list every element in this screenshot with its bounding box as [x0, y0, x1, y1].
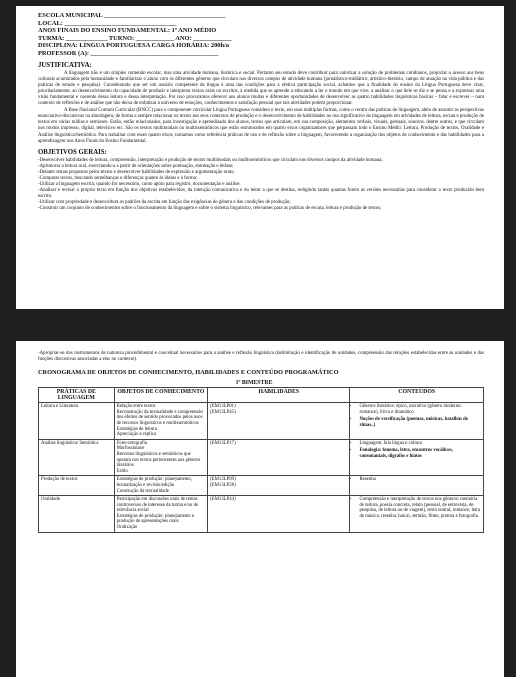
practice-cell: Produção de textos — [39, 476, 115, 496]
content-item: • Linguagem, fala língua e cultura — [359, 441, 481, 447]
column-header: PRÁTICAS DE LINGUAGEM — [39, 388, 115, 403]
content-list — [352, 441, 481, 460]
bimester-row — [39, 379, 484, 388]
table-header-row — [39, 388, 484, 403]
table-row — [39, 403, 484, 440]
content-item: • Resenha — [359, 477, 481, 483]
objects-cell — [114, 403, 207, 440]
knowledge-object: Recursos linguísticos e semióticos que operam nos textos pertencentes aos gêneros literários — [116, 451, 201, 469]
table-row — [39, 439, 484, 476]
header-line: LOCAL: ___________________________________ — [38, 19, 177, 27]
knowledge-object: Estratégias de produção: planejamento e produção de apresentações orais — [116, 513, 195, 525]
objective-item: -Construir um conjunto de conhecimentos sobre o funcionamento da linguagem e sobre o sistema linguístico, relevantes para as práticas de escuta, leitura e produção de textos; — [38, 206, 382, 212]
schedule-table — [38, 379, 484, 532]
skills-cell — [208, 439, 350, 476]
document-page-1 — [16, 6, 504, 309]
practice-cell: Oralidade — [39, 496, 115, 533]
content-item: • Compreensão e interpretação de textos nos gêneros: memória de leitura, poesia concreta, relato (pessoal, de entrevista, de pesquisa, de leitura ou de viagem), texto teatral, romance, letra de música, resenha, haicai, sermão, filme, pintura e fotografia — [359, 497, 481, 519]
justification-paragraph: A linguagem não é um simples conteúdo escolar, mas uma atividade humana, histórica e social. Portanto seu estudo deve contribuir para valorizar a solução de problemas cotidianos, propiciar o acesso aos bens culturais acumulados pela humanidade e familiarizar o aluno com os diferentes gêneros que circulam nos diversos campos de atividade humana (jornalístico-midiático, artístico-literário, campo de atuação na vida pública e das práticas de estudo e pesquisa). Considerando que ser um usuário competente da língua é uma das condições para a efetiva participação social, achamos que a finalidade do ensino da Língua Portuguesa deve visar, prioritariamente, ao desenvolvimento da capacidade de produzir e interpretar textos orais ou escritos, à medida que se aprende a educando a ler o mundo em que vive, a analisar o que dele se diz e se pensa e a expressar uma visão fundamental e coerente dessa leitura e dessa interpretação. Por isso procuramos oferecer aos alunos muitas e diferentes oportunidades de desenvolver as quatro habilidades linguísticas básicas – falar e escrever – num contexto de reflexões e de análise que não deixa de enfatizar a universo de emoções, conhecimentos e satisfação pessoal que tais atividades podem proporcionar. — [38, 70, 484, 107]
skill-code: (EM13LP44) — [210, 497, 236, 503]
knowledge-object: Relação entre textos — [116, 404, 156, 410]
skills-cell — [208, 496, 350, 533]
objects-cell — [114, 496, 207, 533]
objectives-heading: OBJETIVOS GERAIS: — [38, 148, 107, 156]
knowledge-object: Construção da textualidade — [116, 488, 169, 494]
knowledge-object: Fono-ortografia — [116, 440, 148, 446]
skill-code: (EM13LP09) — [210, 477, 236, 483]
justification-heading: JUSTIFICATIVA: — [38, 61, 92, 69]
objects-cell — [114, 439, 207, 476]
objective-item: -Comparar textos, buscando semelhanças e diferenças quanto às ideias e à forma; — [38, 175, 198, 181]
objective-item: -Analisar e revisar o próprio texto em função dos objetivos estabelecidos, da intenção comunicativa e do leitor a que se destina, redigindo tantas quantas forem as versões necessárias para considerar o texto produzido bem escrito. — [38, 188, 484, 200]
knowledge-object: Morfossintaxe — [116, 446, 145, 452]
knowledge-object: Oralização — [116, 525, 138, 531]
header-line: PROFESSOR (A): ________________________________________ — [38, 49, 219, 57]
objectives-list — [38, 158, 484, 213]
skills-cell — [208, 403, 350, 440]
schedule-title: CRONOGRAMA DE OBJETOS DE CONHECIMENTO, HABILIDADES E CONTEÚDO PROGRAMÁTICO — [38, 369, 339, 377]
knowledge-object: Estratégias de leitura — [116, 426, 157, 432]
knowledge-object: Apreciação e réplica — [116, 432, 157, 438]
knowledge-object: Reconstrução da textualidade e compreensão dos efeitos de sentido provocados pelos usos de recursos linguísticos e multissemióticos — [116, 409, 203, 426]
content-cell — [350, 496, 484, 533]
bimester-label: 1º BIMESTRE — [235, 380, 273, 387]
content-item: • Fonologia: fonema, letra, encontros vocálicos, consonantais, dígrafos e hiatos — [359, 448, 481, 459]
table-row — [39, 496, 484, 533]
objective-item: -Desenvolver habilidades de leitura, compreensão, interpretação e produção de textos multimodais ou multissemióticos que circulam nos diversos campos da atividade humana; — [38, 157, 383, 163]
practice-cell: Leitura e Literatura — [39, 403, 115, 440]
objective-item: -Utilizar a linguagem escrita, quando for necessário, como apoio para registro, documentação e análise; — [38, 182, 241, 188]
header-line: DISCIPLINA: LÍNGUA PORTUGUESA CARGA HORÁRIA: 200h/a — [38, 42, 229, 50]
header-block — [38, 12, 484, 58]
content-cell — [350, 439, 484, 476]
header-line: TURMA: _____________ TURNO: ____________ ANO: ____________ — [38, 34, 232, 42]
content-list — [352, 404, 481, 428]
content-item: • Noções de versificação (poemas, músicas, batalhas de rimas..) — [359, 417, 481, 428]
content-list — [352, 477, 481, 483]
header-line: ESCOLA MUNICIPAL ______________________________________ — [38, 12, 226, 19]
skill-code: (EM13LP45) — [210, 409, 236, 415]
objective-item: -Aprimorar a leitura oral, exercitando-a a partir de orientações sobre pontuação, entonação e ênfase; — [38, 163, 234, 169]
content-cell — [350, 476, 484, 496]
skill-code: (EM13LP01) — [210, 404, 236, 410]
knowledge-object: Estilo — [116, 468, 128, 474]
column-header: CONTEÚDOS — [350, 388, 484, 403]
content-cell — [350, 403, 484, 440]
skill-code: (EM13LP28) — [210, 482, 236, 488]
skills-cell — [208, 476, 350, 496]
table-body — [39, 403, 484, 532]
column-header: OBJETOS DE CONHECIMENTO — [114, 388, 207, 403]
justification-paragraph: A Base Nacional Comum Curricular (BNCC) para o componente curricular Língua Portuguesa considera o texto, em suas múltiplas formas, como o centro das práticas de linguagem, além de assumir as perspectivas enunciativo-discursivas na abordagem, de forma a sempre relacionar os textos aos seus contextos de produção e o desenvolvimento de habilidades ao uso significativo da linguagem em atividades de leitura, escuta e produção de textos em várias mídias e semioses. Estão, então relacionados, para investigação e aprendizado dos alunos, textos que articulam, em sua composição, elementos verbais, visuais, gestuais, sonoros, dentre outros, e que circulam nos modos impresso, digital, televisivo etc. São os textos multimodais ou multissemióticos que estão estruturados em quatro eixos organizadores que perpassam todo o Ensino Médio: Leitura, Produção de textos, Oralidade e Análise linguística/Semiótica. Para trabalhar com esses quatro eixos, tomamos como referência práticas de uso e de reflexão sobre a linguagem, favorecendo a organização dos objetos de conhecimento e das habilidades para a aprendizagem nos Anos Finais do Ensino Fundamental. — [38, 108, 484, 144]
objective-item: -Debater temas propostos pelos textos e desenvolver habilidades de expressão e argumentação orais; — [38, 169, 235, 175]
knowledge-object: Estratégias de produção: planejamento, textualização e revisão/edição — [116, 477, 193, 488]
objective-item: -Apropriar-se dos instrumentos de natureza procedimental e conceitual necessários para a análise e reflexão linguística (delimitação e identificação de unidades, compreensão das relações estabelecidas entre as unidades e das funções discursivas associadas a elas no contexto). — [38, 351, 484, 363]
practice-cell: Análise linguística/ Semiótica — [39, 439, 115, 476]
header-line: ANOS FINAIS DO ENSINO FUNDAMENTAL: 1º ANO MÉDIO — [38, 27, 217, 35]
content-item: • Gêneros literários: épico, narrativo (gênero moderno: romance), lírico e dramático — [359, 404, 481, 415]
content-list — [352, 497, 481, 519]
document-page-2 — [16, 341, 504, 677]
skill-code: (EM13LP17) — [210, 440, 236, 446]
column-header: HABILIDADES — [208, 388, 350, 403]
knowledge-object: Participação em discussões orais de temas controversos de interesse da turma e/ou de relevância social — [116, 497, 199, 514]
objective-item: -Utilizar com propriedade e desenvoltura os padrões da escrita em função das exigências do gênero e das condições de produção; — [38, 200, 291, 206]
objects-cell — [114, 476, 207, 496]
table-row — [39, 476, 484, 496]
